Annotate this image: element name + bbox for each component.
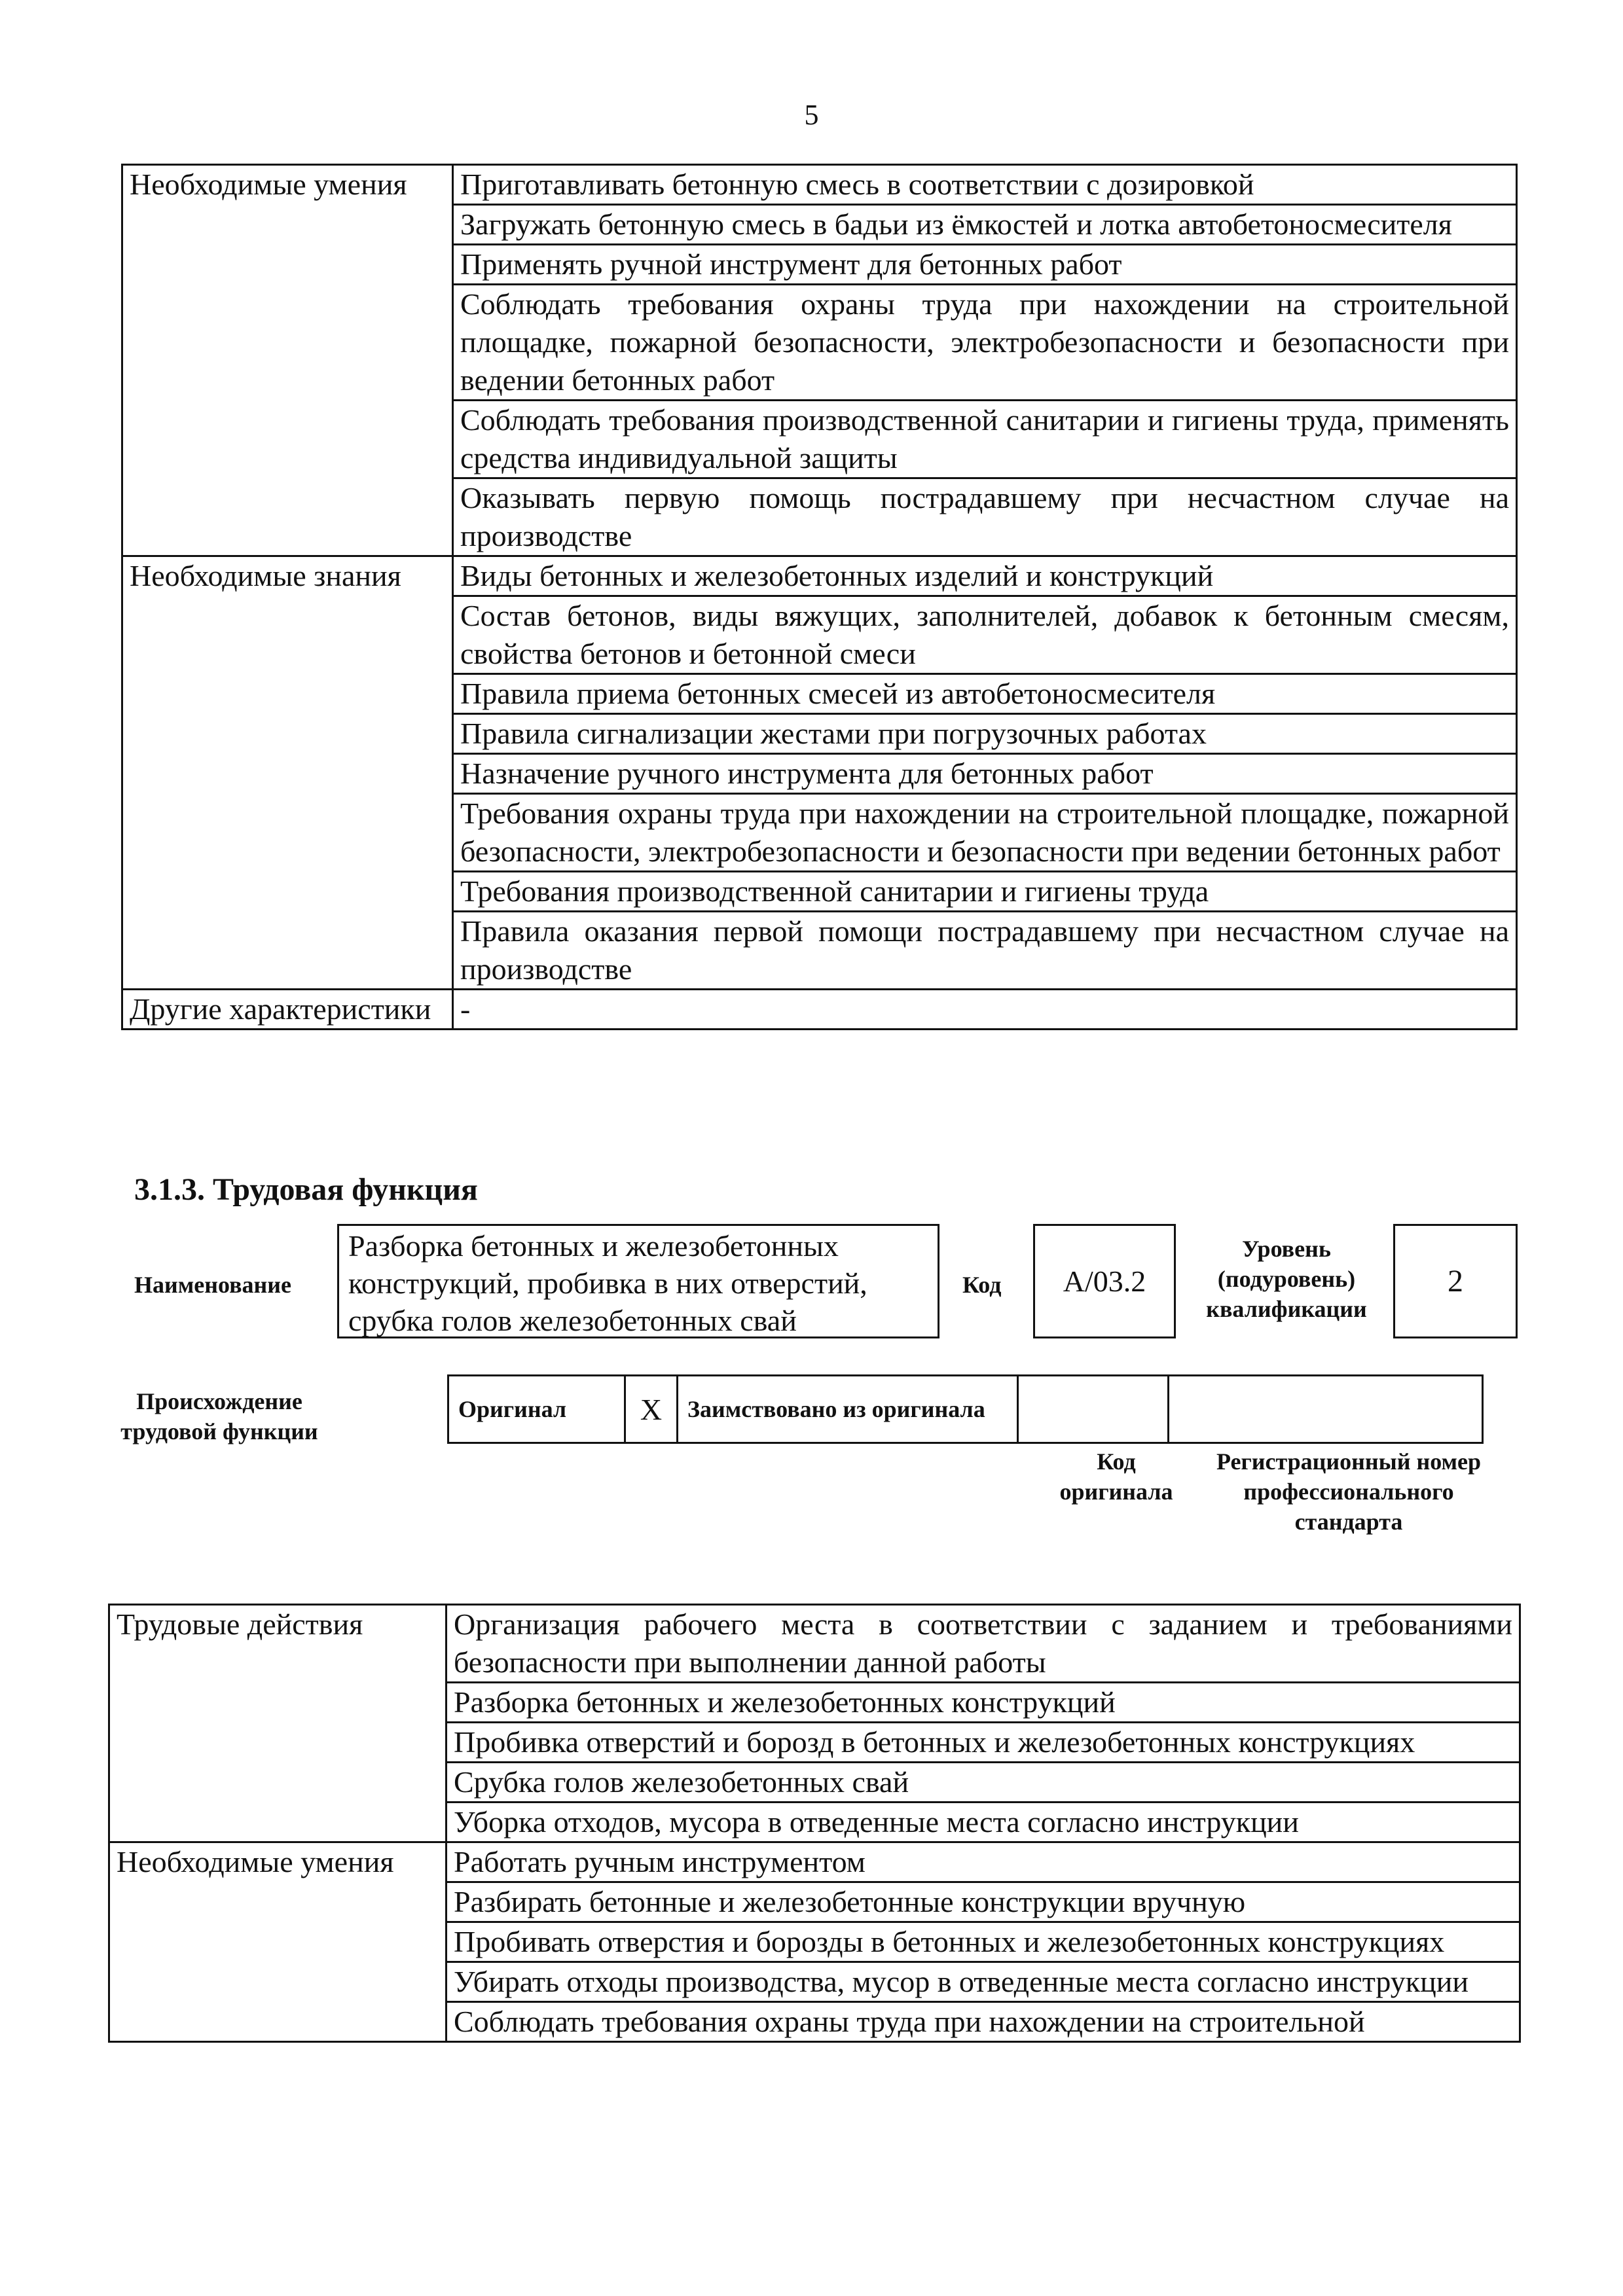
qualification-level-value: 2 [1448, 1264, 1463, 1299]
code-label: Код [962, 1272, 1002, 1298]
row-item: Требования производственной санитарии и гигиены труда [453, 872, 1517, 912]
original-code-cell [1018, 1376, 1169, 1443]
code-box [1033, 1224, 1176, 1338]
original-mark: X [625, 1376, 678, 1443]
table-row [109, 1605, 1520, 1683]
original-label: Оригинал [448, 1376, 625, 1443]
row-item: Правила оказания первой помощи пострадавшему при несчастном случае на производстве [453, 912, 1517, 990]
skills-knowledge-table [121, 164, 1518, 1030]
table-row [122, 165, 1517, 205]
row-item: Убирать отходы производства, мусор в отведенные места согласно инструкции [447, 1962, 1520, 2002]
origin-label: Происхождение трудовой функции [120, 1388, 318, 1444]
row-item: Виды бетонных и железобетонных изделий и конструкций [453, 556, 1517, 596]
row-item: Загружать бетонную смесь в бадьи из ёмкостей и лотка автобетоносмесителя [453, 205, 1517, 245]
row-item: Требования охраны труда при нахождении на строительной площадке, пожарной безопасности, электробезопасности и безопасности при ведении бетонных работ [453, 794, 1517, 872]
row-category: Необходимые умения [109, 1842, 447, 2042]
row-item: Состав бетонов, виды вяжущих, заполнителей, добавок к бетонным смесям, свойства бетонов и бетонной смеси [453, 596, 1517, 674]
row-item: - [453, 990, 1517, 1030]
original-code-caption: Код оригинала [1059, 1448, 1173, 1505]
row-item: Соблюдать требования охраны труда при нахождении на строительной площадке, пожарной безопасности, электробезопасности и безопасности при ведении бетонных работ [453, 285, 1517, 401]
row-item: Пробивка отверстий и борозд в бетонных и железобетонных конструкциях [447, 1723, 1520, 1763]
row-item: Назначение ручного инструмента для бетонных работ [453, 754, 1517, 794]
table2-body [109, 1605, 1520, 2042]
section-heading: 3.1.3. Трудовая функция [134, 1172, 478, 1207]
row-item: Срубка голов железобетонных свай [447, 1763, 1520, 1803]
row-item: Применять ручной инструмент для бетонных работ [453, 245, 1517, 285]
row-item: Соблюдать требования охраны труда при нахождении на строительной [447, 2002, 1520, 2042]
code-value: A/03.2 [1063, 1265, 1146, 1298]
function-name-box [337, 1224, 939, 1338]
qualification-level-label: Уровень (подуровень) квалификации [1206, 1236, 1367, 1322]
borrowed-label: Заимствовано из оригинала [678, 1376, 1018, 1443]
labor-actions-table [108, 1604, 1521, 2043]
row-category: Необходимые умения [122, 165, 453, 556]
row-item: Соблюдать требования производственной санитарии и гигиены труда, применять средства индивидуальной защиты [453, 401, 1517, 478]
row-item: Оказывать первую помощь пострадавшему при несчастном случае на производстве [453, 478, 1517, 556]
row-item: Разбирать бетонные и железобетонные конструкции вручную [447, 1882, 1520, 1922]
name-label: Наименование [134, 1272, 291, 1298]
row-item: Пробивать отверстия и борозды в бетонных и железобетонных конструкциях [447, 1922, 1520, 1962]
table-row [109, 1842, 1520, 1882]
row-item: Правила приема бетонных смесей из автобетоносмесителя [453, 674, 1517, 714]
qualification-level-box [1393, 1224, 1518, 1338]
registration-number-cell [1169, 1376, 1483, 1443]
table1-body [122, 165, 1517, 1030]
registration-number-caption: Регистрационный номер профессионального стандарта [1216, 1448, 1482, 1535]
row-item: Приготавливать бетонную смесь в соответствии с дозировкой [453, 165, 1517, 205]
row-item: Работать ручным инструментом [447, 1842, 1520, 1882]
table-row [122, 990, 1517, 1030]
row-category: Другие характеристики [122, 990, 453, 1030]
row-item: Правила сигнализации жестами при погрузочных работах [453, 714, 1517, 754]
function-name-value: Разборка бетонных и железобетонных конструкций, пробивка в них отверстий, срубка голов железобетонных свай [348, 1229, 867, 1337]
row-item: Организация рабочего места в соответствии с заданием и требованиями безопасности при выполнении данной работы [447, 1605, 1520, 1683]
page-number: 5 [804, 99, 819, 131]
row-category: Необходимые знания [122, 556, 453, 990]
row-item: Разборка бетонных и железобетонных конструкций [447, 1683, 1520, 1723]
origin-table [447, 1374, 1484, 1444]
table-row [122, 556, 1517, 596]
row-category: Трудовые действия [109, 1605, 447, 1842]
row-item: Уборка отходов, мусора в отведенные места согласно инструкции [447, 1803, 1520, 1842]
